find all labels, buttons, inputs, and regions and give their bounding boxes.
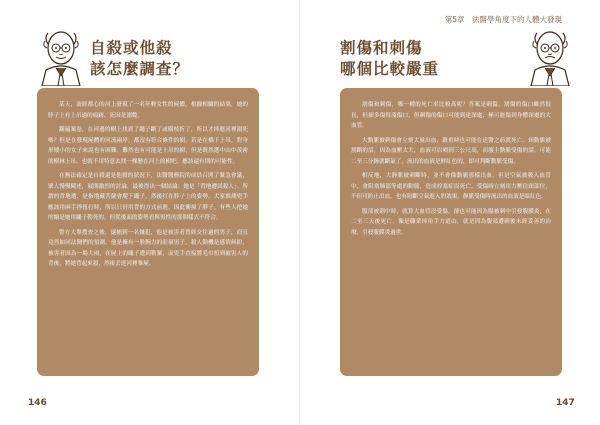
title-line: 自殺或他殺 (90, 39, 173, 57)
title-line: 該怎麼調查？ (90, 60, 190, 78)
title-line: 割傷和刺傷 (340, 39, 423, 57)
page-number: 146 (28, 398, 47, 408)
article-body (351, 100, 551, 242)
article-body (48, 100, 248, 274)
article-title (340, 38, 439, 80)
paragraph: 警方大舉搜查之後，逮捕到一名嫌犯，他是被害者曾經交往過的男子，而且竟然如同法醫們的預測，他是擁有一股腕力的壯碩男子，殺人動機是感情糾紛，被害者因為一場大雨，在屍上的繩子遭到勒緊，而兇手直接將毛巾扭到被害人的背後，將她背起來殺，然後丟進河裡棄屍。 (48, 229, 248, 267)
paragraph: 在無法確定是自殺還是他殺的狀況下，法醫醫務院的成員召開了緊急會議，眾人慢慢陳述，展開激烈的討論，最後得出一個結論：她是「背地遭試殺人」。所謂的背地遭，是指地藏菩薩會爬下繩子，然後打在脖子上的姿勢，大家推測兇手應該用兩手掙扭打時，所以只好用背的方式前進，因此衝撞了脖子。有些人把她的縮是她用繩子勒死的，但從後面的姿勢看與男性的那個樣式不符合。 (48, 173, 248, 221)
running-header: 第5章 法醫學角度下的人體大發現 (444, 15, 562, 24)
right-page (300, 0, 600, 425)
doctor-illustration-icon (525, 24, 575, 86)
article-title (90, 38, 189, 80)
page-number: 147 (556, 398, 575, 408)
doctor-illustration-icon (36, 24, 86, 86)
title-line: 哪個比較嚴重 (340, 60, 440, 78)
paragraph: 相反地，大靜脈被刺斷時，並不會像動脈那樣出血，但是空氣被吸入血管中，會阻塞肺部等處的動脈，造成栓塞症而死亡。受傷時立刻用力壓住頸部位，不但可防止出血，也有阻斷空氣進入的效果，靜脈受傷時流出的血液是暗紅色。 (351, 173, 551, 200)
paragraph: 割傷和刺傷，哪一種的死亡率比較高呢？答案是刺傷。割傷的傷口雖然很長，但卻多傷得淺傷口，但刺傷的傷口可能到達深處，極可能傷到身體深處的大血管。 (351, 102, 551, 129)
paragraph: 某天，流經都心的河上發現了一名年輕女性的屍體，根據相驗的結果，她的脖子上有上吊過的痕跡，死因是溺斃。 (48, 102, 248, 119)
paragraph: 翻遍案卷，在河邊的樹上找到了繩子斷了或樹枝折了，所以才摔進河裡溺死嗎？但是在發現屍體的河流兩岸，都沒有符合條件的樹，若是在橋下上吊，對身形矮小的女子來說也有困難。難然也有可能是上吊的樹，但是既然選中山中茂密的樹林上吊，也就不用特意去找一棵懸在河上的樹吧。應該還有別的可能性。 (48, 127, 248, 165)
paragraph: 腹部被刺中時，就算大血管沒受傷，卻也可能因為腸被刺中引發腹膜炎，在二至三天後死亡。像是職業摔角手力道山，就是因為腹部遭刺後未經妥善的治療，引發腹膜炎過世。 (351, 208, 551, 236)
paragraph: 大動脈被刺傷會立刻大量出血，嚴重時也可能在送醫之前就死亡。頸動脈被割斷的話，因為血壓太大，血液可以噴到三公尺高，而腹主動脈受傷的話，可能二至三分鐘就斷氣了，流出的血液是鮮紅色的，即可判斷動脈受傷。 (351, 137, 551, 165)
